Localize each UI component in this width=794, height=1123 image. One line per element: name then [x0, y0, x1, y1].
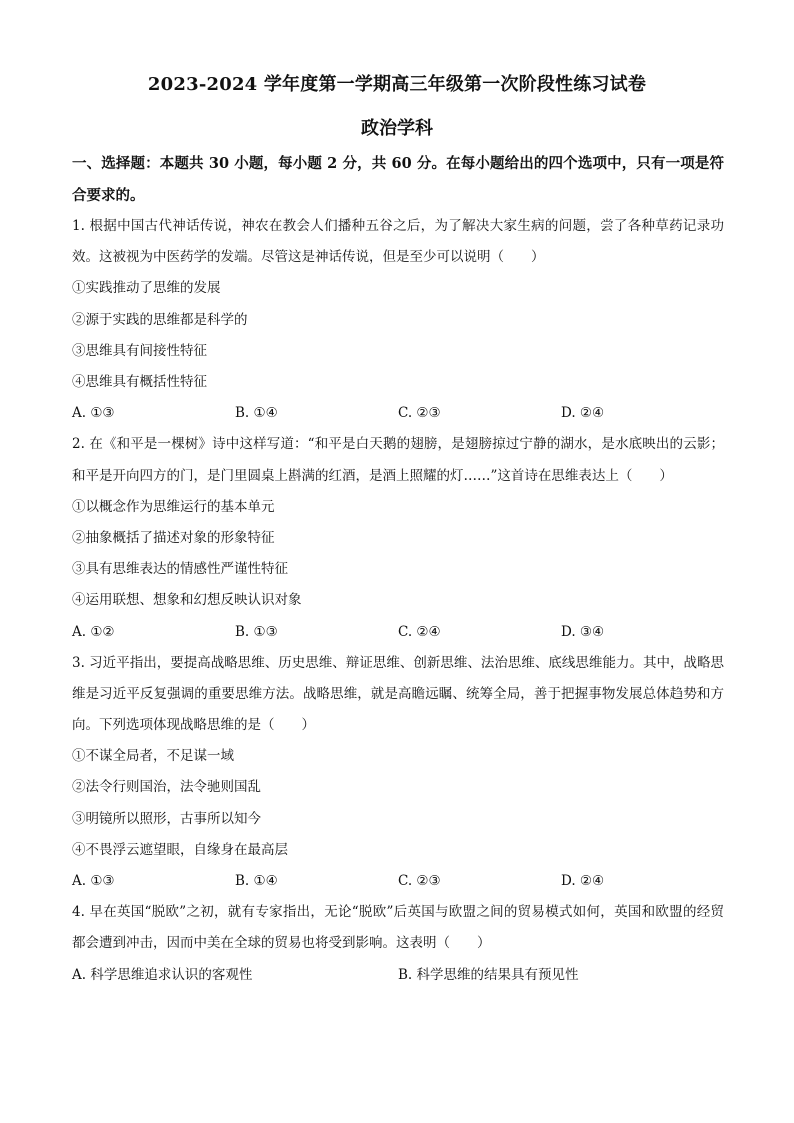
statement-item: ②源于实践的思维都是科学的	[72, 311, 248, 328]
question-list	[72, 211, 724, 991]
option-d: D. ③④	[561, 623, 605, 640]
option-b: B. 科学思维的结果具有预见性	[398, 966, 579, 983]
subject-title: 政治学科	[361, 118, 433, 139]
option-d: D. ②④	[561, 873, 605, 890]
option-b: B. ①④	[235, 405, 278, 422]
question-3	[72, 648, 724, 898]
option-a: A. ①②	[72, 623, 115, 640]
option-b: B. ①④	[235, 873, 278, 890]
statement-item: ④不畏浮云遮望眼，自缘身在最高层	[72, 841, 288, 858]
option-b: B. ①③	[235, 623, 278, 640]
option-c: C. ②④	[398, 623, 441, 640]
statement-item: ②抽象概括了描述对象的形象特征	[72, 529, 275, 546]
statement-item: ①实践推动了思维的发展	[72, 280, 221, 297]
question-stem: 4. 早在英国“脱欧”之初，就有专家指出，无论“脱欧”后英国与欧盟之间的贸易模式如何，英国和欧盟的经贸都会遭到冲击，因而中美在全球的贸易也将受到影响。这表明（ ）	[72, 904, 724, 952]
question-stem: 1. 根据中国古代神话传说，神农在教会人们播种五谷之后，为了解决大家生病的问题，尝了各种草药记录功效。这被视为中医药学的发端。尽管这是神话传说，但是至少可以说明（ ）	[72, 218, 724, 266]
question-1	[72, 211, 724, 429]
exam-title: 2023-2024 学年度第一学期高三年级第一次阶段性练习试卷	[147, 74, 647, 95]
option-a: A. ①③	[72, 873, 115, 890]
option-c: C. ②③	[398, 873, 441, 890]
option-a: A. ①③	[72, 405, 115, 422]
statement-item: ③具有思维表达的情感性严谨性特征	[72, 561, 288, 578]
statement-item: ④思维具有概括性特征	[72, 373, 207, 390]
answer-options	[72, 617, 724, 648]
answer-options	[72, 398, 724, 429]
statement-item: ①以概念作为思维运行的基本单元	[72, 498, 275, 515]
statement-item: ①不谋全局者，不足谋一域	[72, 748, 234, 765]
statement-item: ③明镜所以照形，古事所以知今	[72, 810, 261, 827]
statement-item: ③思维具有间接性特征	[72, 342, 207, 359]
answer-options	[72, 960, 724, 991]
statement-item: ④运用联想、想象和幻想反映认识对象	[72, 592, 302, 609]
statement-item: ②法令行则国治，法令驰则国乱	[72, 779, 261, 796]
question-2	[72, 429, 724, 647]
question-4	[72, 897, 724, 991]
question-stem: 3. 习近平指出，要提高战略思维、历史思维、辩证思维、创新思维、法治思维、底线思维能力。其中，战略思维是习近平反复强调的重要思维方法。战略思维，就是高瞻远瞩、统筹全局，善于把握事物发展总体趋势和方向。下列选项体现战略思维的是（ ）	[72, 654, 724, 734]
question-stem: 2. 在《和平是一棵树》诗中这样写道：“和平是白天鹅的翅膀，是翅膀掠过宁静的湖水，是水底映出的云影；和平是开向四方的门，是门里圆桌上斟满的红酒，是酒上照耀的灯……”这首诗在思维表达上（ ）	[72, 436, 724, 484]
option-a: A. 科学思维追求认识的客观性	[72, 966, 253, 983]
answer-options	[72, 866, 724, 897]
option-d: D. ②④	[561, 405, 605, 422]
option-c: C. ②③	[398, 405, 441, 422]
section-heading: 一、选择题：本题共 30 小题，每小题 2 分，共 60 分。在每小题给出的四个选项中，只有一项是符合要求的。	[72, 155, 724, 204]
